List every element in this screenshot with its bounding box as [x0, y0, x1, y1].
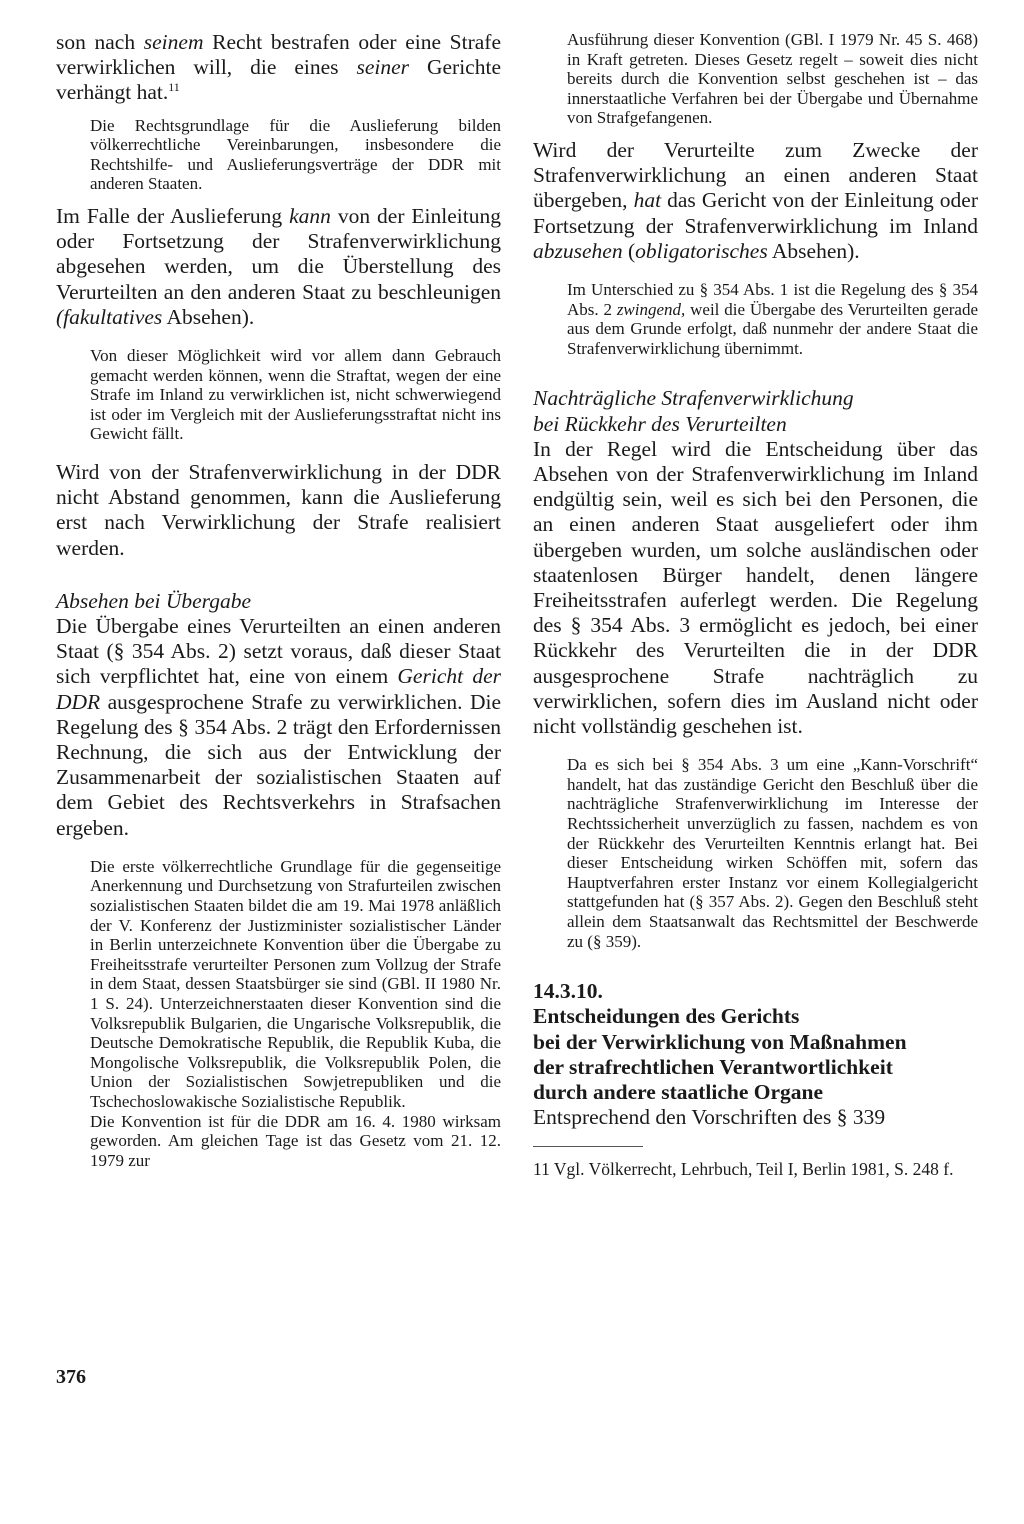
section-title-line-2: bei der Verwirklichung von Maßnahmen	[533, 1029, 907, 1054]
paragraph-5: Wird der Verurteilte zum Zwecke der Strafenverwirklichung an einen anderen Staat übergeben, hat das Gericht von der Einleitung oder Fortsetzung der Strafenverwirklichung im Inland abzusehen (obligatorisches Absehen).	[533, 137, 978, 263]
note-paragraph-1: Die Rechtsgrundlage für die Auslieferung bilden völkerrechtliche Vereinbarungen, insbesondere die Rechtshilfe- und Auslieferungsverträge der DDR mit anderen Staaten.	[90, 115, 501, 194]
section-number: 14.3.10.	[533, 979, 603, 1004]
subheading-nachtraegliche-line-2: bei Rückkehr des Verurteilten	[533, 411, 787, 436]
page-number: 376	[56, 1366, 86, 1388]
left-column	[56, 30, 501, 1170]
subheading-absehen-bei-uebergabe: Absehen bei Übergabe	[56, 588, 252, 613]
footnote-marker: 11	[168, 80, 180, 95]
paragraph-7: Entsprechend den Vorschriften des § 339	[533, 1105, 886, 1130]
paragraph-1: son nach seinem Recht bestrafen oder eine Strafe verwirklichen will, die eines seiner Gerichte verhängt hat.$^{11}$	[56, 30, 502, 105]
right-column	[533, 30, 978, 1180]
section-title-line-1: Entscheidungen des Gerichts	[533, 1004, 800, 1029]
section-title-line-4: durch andere staatliche Organe	[533, 1079, 824, 1104]
paragraph-6: In der Regel wird die Entscheidung über das Absehen von der Strafenverwirklichung im Inland endgültig sein, weil es sich bei den Personen, die an einen anderen Staat ausgeliefert oder ihm übergeben wurden, um solche ausländischen oder staatenlosen Bürger handelt, denen längere Freiheitsstrafen auferlegt werden. Die Regelung des § 354 Abs. 3 ermöglicht es jedoch, bei einer Rückkehr des Verurteilten die in der DDR ausgesprochene Strafe nachträglich zu verwirklichen, sofern dies im Ausland nicht oder nicht vollständig geschehen ist.	[533, 436, 978, 738]
section-title-line-3: der strafrechtlichen Verantwortlichkeit	[533, 1054, 893, 1079]
footnote-11: 11 Vgl. Völkerrecht, Lehrbuch, Teil I, Berlin 1981, S. 248 f.	[533, 1159, 954, 1180]
paragraph-2: Im Falle der Auslieferung kann von der Einleitung oder Fortsetzung der Strafenverwirklichung abgesehen werden, um die Überstellung des Verurteilten an den anderen Staat zu beschleunigen (fakultatives Absehen).	[56, 203, 501, 329]
note-paragraph-2: Von dieser Möglichkeit wird vor allem dann Gebrauch gemacht werden können, wenn die Straftat, wegen der eine Strafe im Inland zu verwirklichen ist, nicht schwerwiegend ist oder im Vergleich mit der Auslieferungsstraftat nicht ins Gewicht fällt.	[90, 346, 501, 444]
note-paragraph-4: Die Konvention ist für die DDR am 16. 4. 1980 wirksam geworden. Am gleichen Tage ist das Gesetz vom 21. 12. 1979 zur	[90, 1111, 501, 1170]
note-paragraph-3: Die erste völkerrechtliche Grundlage für die gegenseitige Anerkennung und Durchsetzung von Strafurteilen zwischen sozialistischen Staaten bildet die am 19. Mai 1978 anläßlich der V. Konferenz der Justizminister sozialistischer Länder in Berlin unterzeichnete Konvention über die Übergabe zu Freiheitsstrafe verurteilter Personen zum Vollzug der Strafe in dem Staat, dessen Staatsbürger sie sind (GBl. II 1980 Nr. 1 S. 24). Unterzeichnerstaaten dieser Konvention sind die Volksrepublik Bulgarien, die Ungarische Volksrepublik, die Deutsche Demokratische Republik, die Republik Kuba, die Mongolische Volksrepublik, die Volksrepublik Polen, die Union der Sozialistischen Sowjetrepubliken und die Tschechoslowakische Sozialistische Republik.	[90, 856, 501, 1111]
note-paragraph-5: Ausführung dieser Konvention (GBl. I 1979 Nr. 45 S. 468) in Kraft getreten. Dieses Gesetz regelt – soweit dies nicht bereits durch die Konvention selbst geschehen ist – das innerstaatliche Verfahren bei der Übergabe und Übernahme von Strafgefangenen.	[567, 30, 978, 128]
footnote-divider	[533, 1146, 643, 1147]
subheading-nachtraegliche-line-1: Nachträgliche Strafenverwirklichung	[533, 386, 854, 411]
paragraph-4: Die Übergabe eines Verurteilten an einen anderen Staat (§ 354 Abs. 2) setzt voraus, daß dieser Staat sich verpflichtet hat, eine von einem Gericht der DDR ausgesprochene Strafe zu verwirklichen. Die Regelung des § 354 Abs. 2 trägt den Erfordernissen Rechnung, die sich aus der Entwicklung der Zusammenarbeit der sozialistischen Staaten auf dem Gebiet des Rechtsverkehrs in Strafsachen ergeben.	[56, 613, 501, 840]
note-paragraph-6: Im Unterschied zu § 354 Abs. 1 ist die Regelung des § 354 Abs. 2 zwingend, weil die Übergabe des Verurteilten gerade aus dem Grunde erfolgt, daß nunmehr der andere Staat die Strafenverwirklichung übernimmt.	[567, 279, 978, 358]
paragraph-3: Wird von der Strafenverwirklichung in der DDR nicht Abstand genommen, kann die Auslieferung erst nach Verwirklichung der Strafe realisiert werden.	[56, 459, 501, 560]
note-paragraph-7: Da es sich bei § 354 Abs. 3 um eine „Kann-Vorschrift“ handelt, hat das zuständige Gericht den Beschluß über die nachträgliche Strafenverwirklichung im Interesse der Rechtssicherheit unverzüglich zu fassen, nachdem es von der Rückkehr des Verurteilten Kenntnis erlangt hat. Bei dieser Entscheidung wirken Schöffen mit, sofern das Hauptverfahren erster Instanz vor einem Kollegialgericht stattgefunden hat (§ 357 Abs. 2). Gegen den Beschluß steht allein dem Staatsanwalt das Rechtsmittel der Beschwerde zu (§ 359).	[567, 755, 978, 951]
